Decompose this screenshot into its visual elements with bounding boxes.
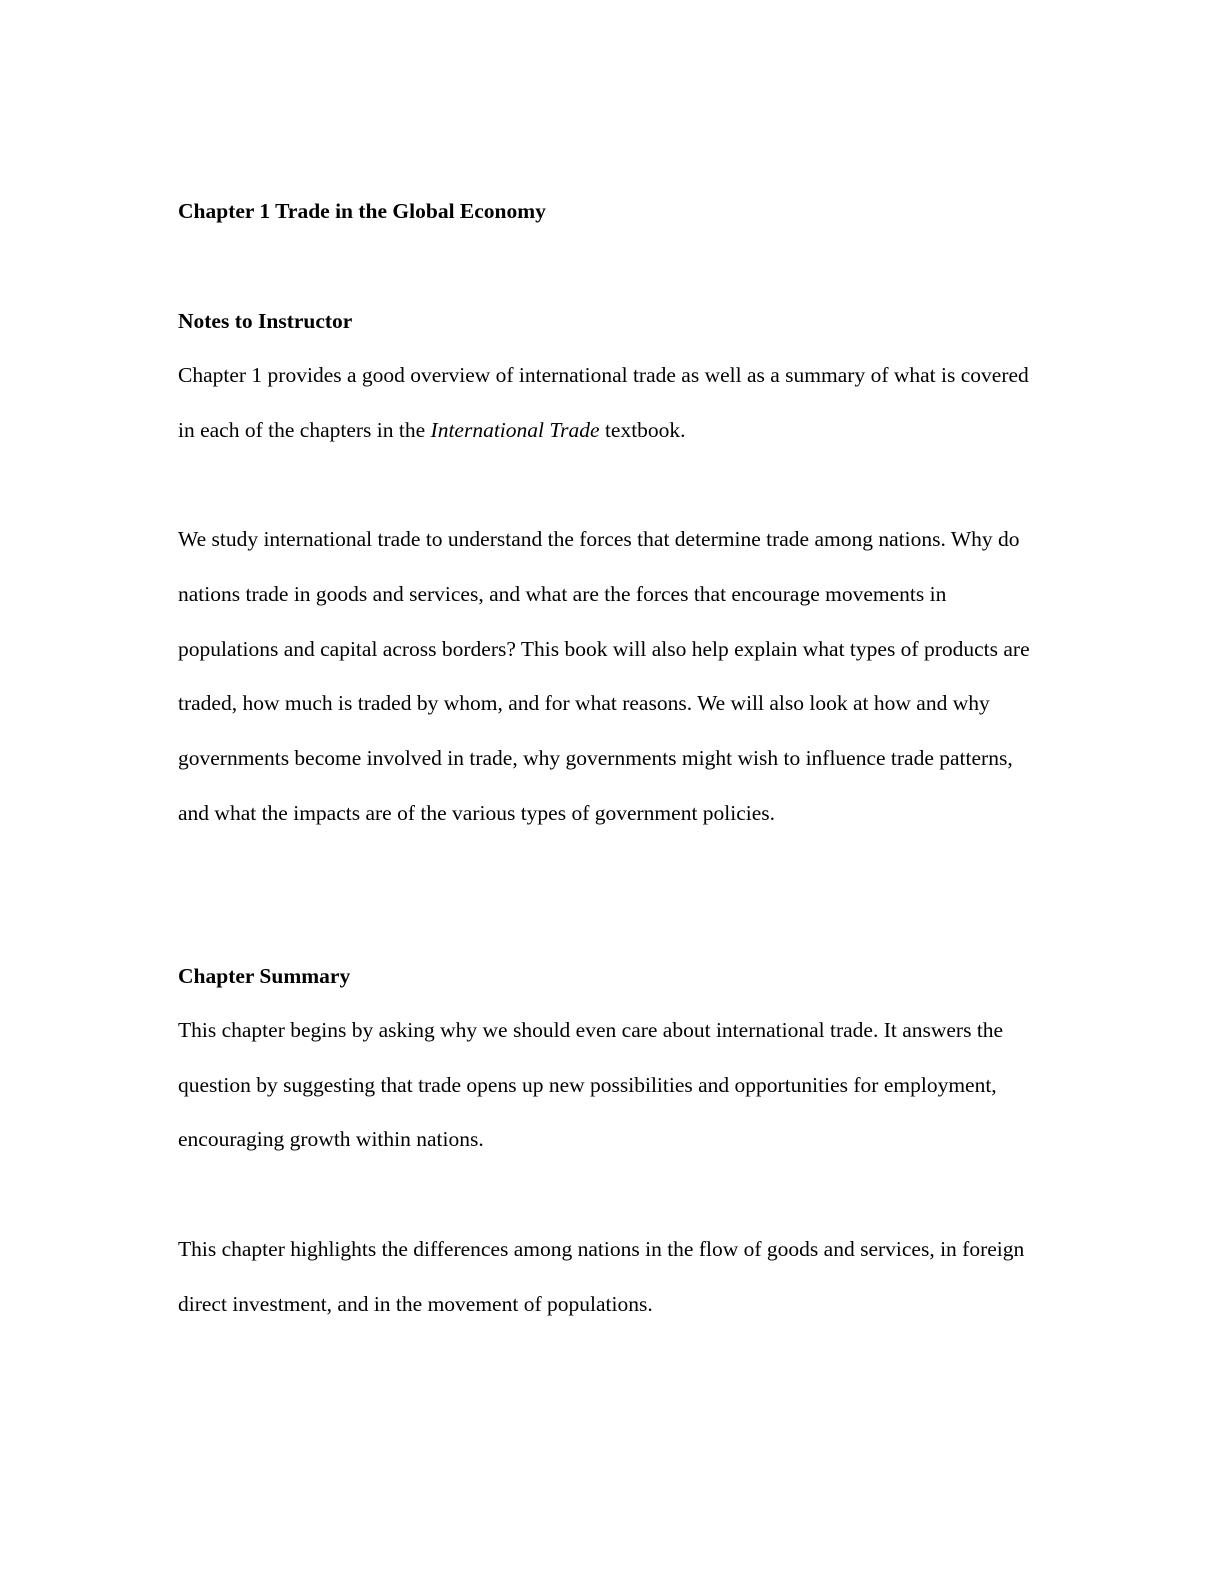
textbook-title: International Trade [430, 417, 600, 442]
notes-paragraph-1-text: Chapter 1 provides a good overview of international trade as well as a summary of what is covered in each of the chapters in the [178, 363, 1029, 442]
notes-section [178, 303, 1048, 840]
chapter-title: Chapter 1 Trade in the Global Economy [178, 199, 546, 223]
summary-paragraph-1: This chapter begins by asking why we should even care about international trade. It answers the question by suggesting that trade opens up new possibilities and opportunities for employment, encouraging growth within nations. [178, 1018, 1004, 1152]
notes-paragraph-2: We study international trade to understand the forces that determine trade among nations. Why do nations trade in goods and services, and what are the forces that encourage movements in populations and capital across borders? This book will also help explain what types of products are traded, how much is traded by whom, and for what reasons. We will also look at how and why governments become involved in trade, why governments might wish to influence trade patterns, and what the impacts are of the various types of government policies. [178, 527, 1030, 825]
notes-paragraph-1 [178, 348, 1048, 457]
notes-paragraph-1-end: textbook. [599, 417, 686, 442]
summary-paragraph-2: This chapter highlights the differences among nations in the flow of goods and services, in foreign direct investment, and in the movement of populations. [178, 1236, 1025, 1316]
summary-section [178, 958, 1048, 1331]
notes-heading: Notes to Instructor [178, 309, 353, 333]
summary-heading: Chapter Summary [178, 964, 351, 988]
